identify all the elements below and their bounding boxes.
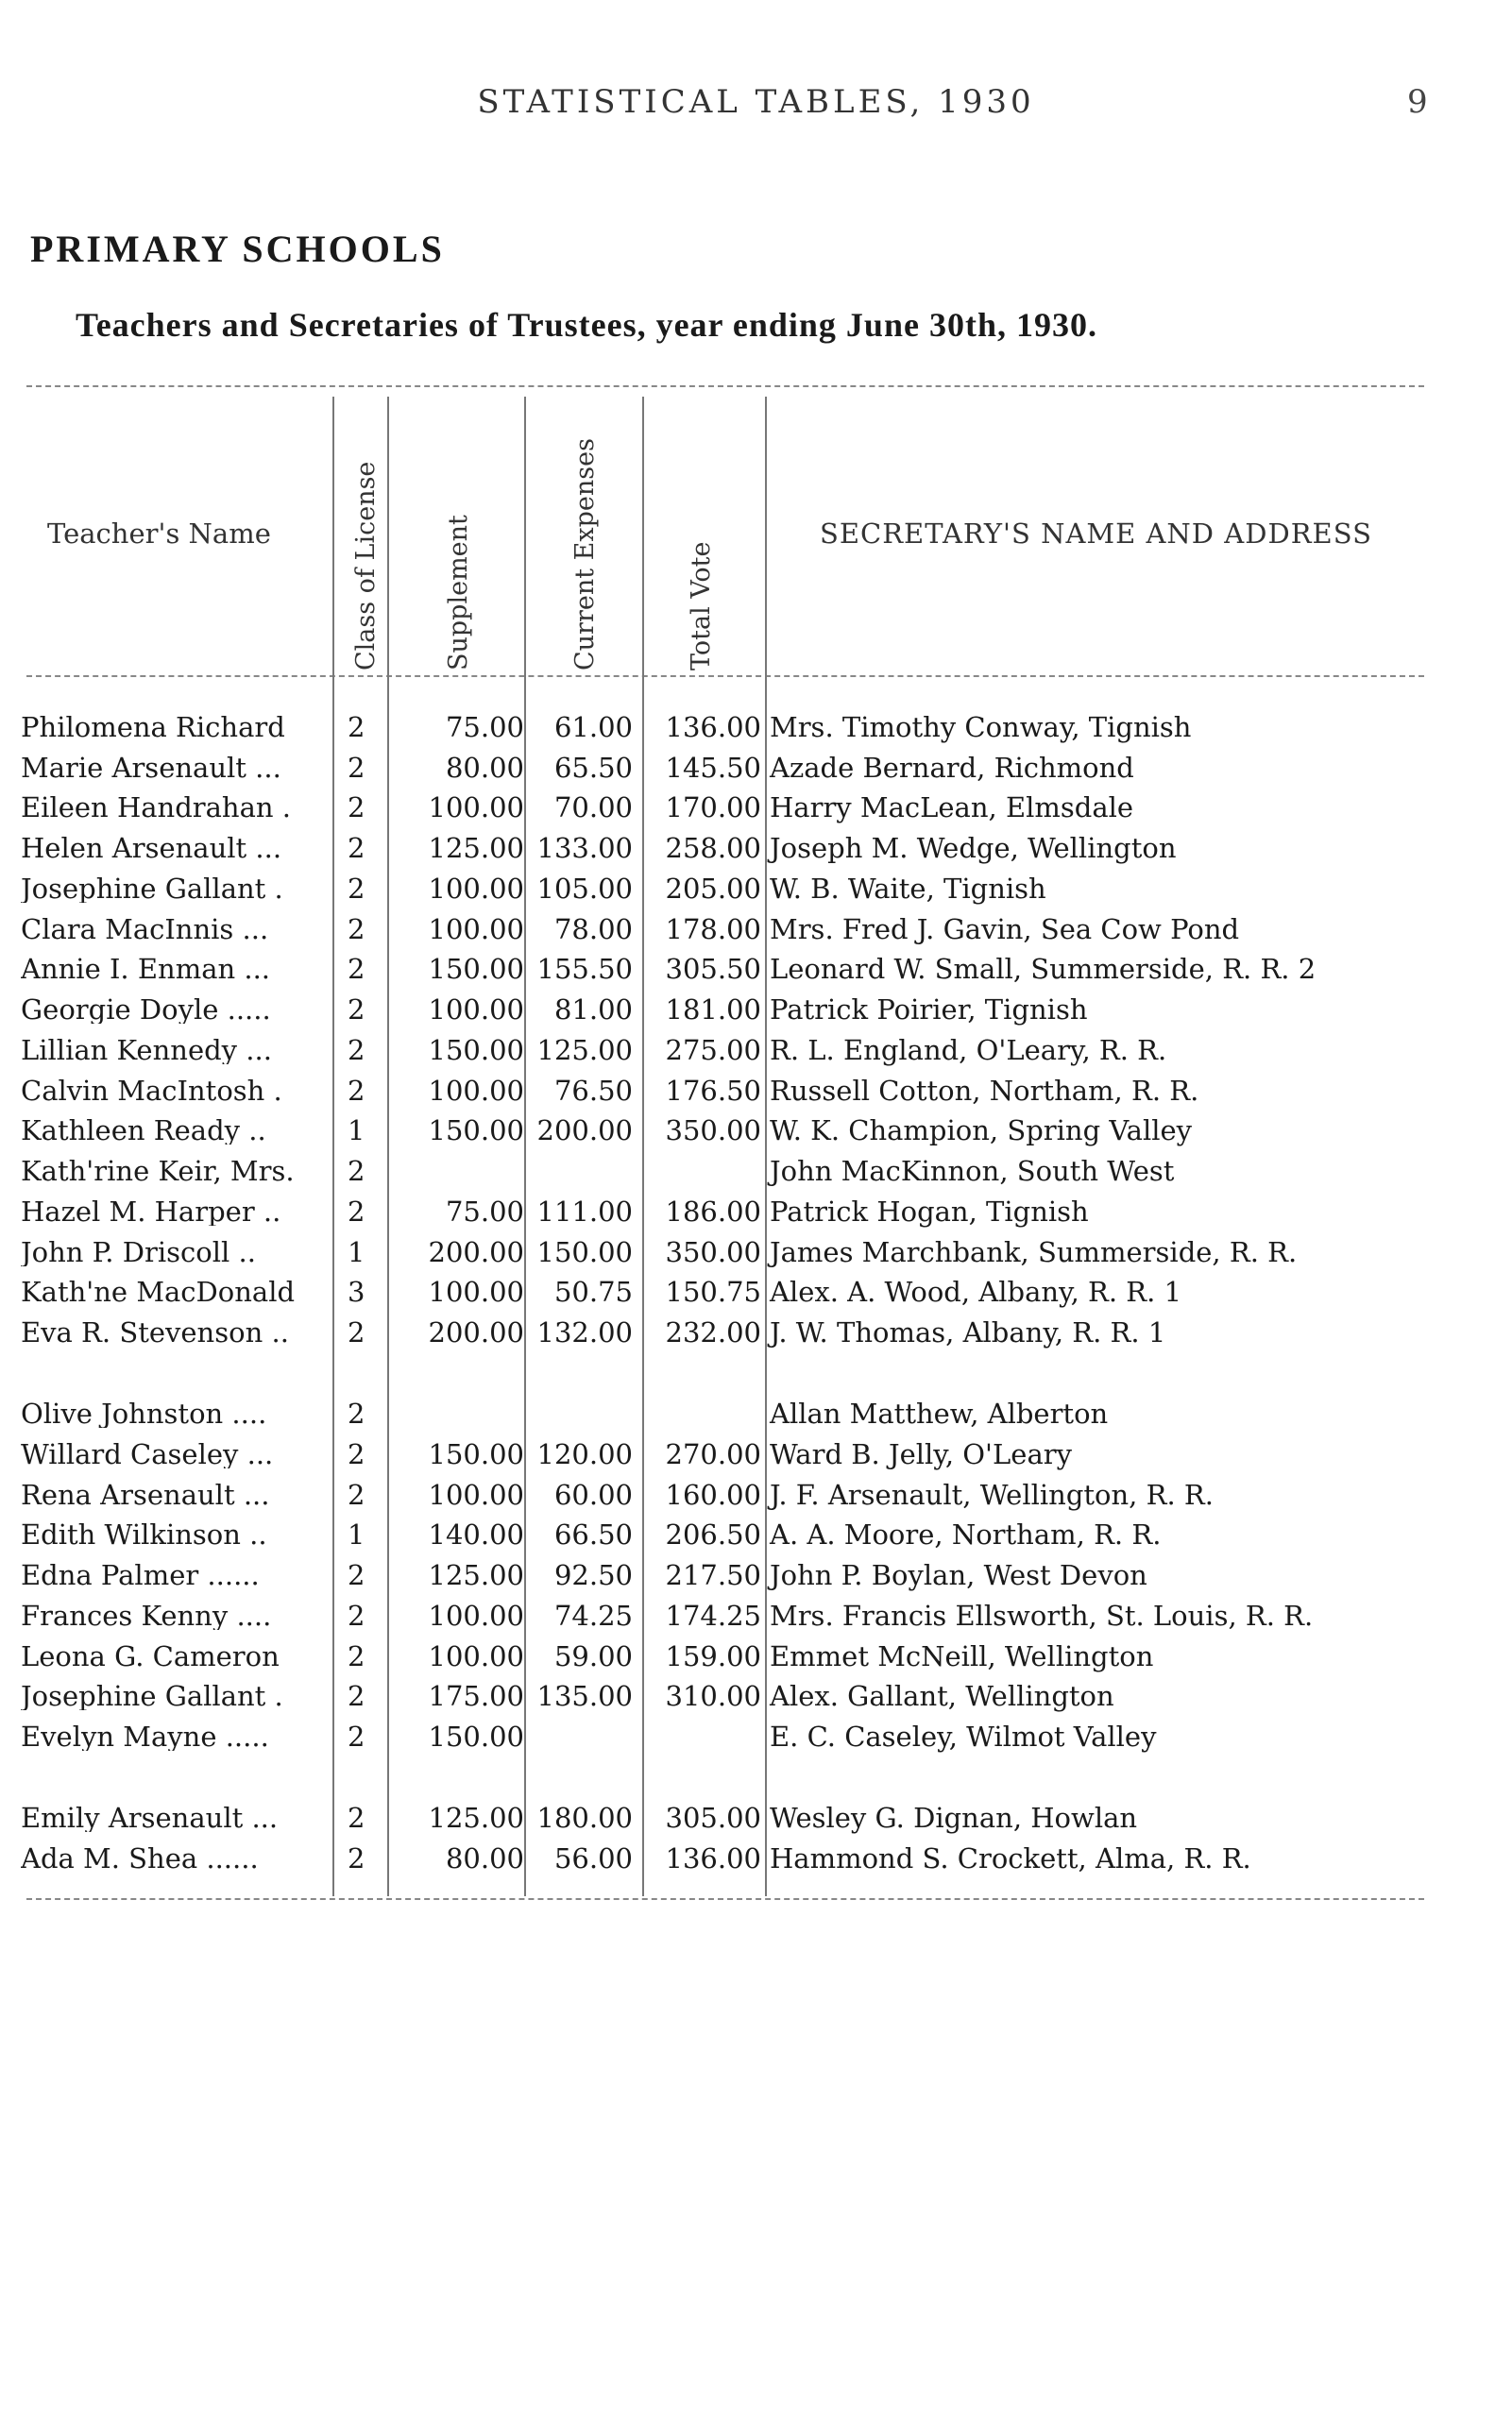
column-divider — [642, 397, 644, 1896]
teacher-name: Willard Caseley ... — [21, 1441, 274, 1468]
column-header-current: Current Expenses — [570, 438, 600, 670]
supplement-amount: 100.00 — [428, 1600, 524, 1632]
total-vote-amount: 310.00 — [665, 1680, 761, 1712]
total-vote-amount: 305.00 — [665, 1802, 761, 1834]
current-expenses-amount: 92.50 — [553, 1559, 633, 1591]
secretary-name-address: Azade Bernard, Richmond — [770, 752, 1134, 784]
license-class: 2 — [348, 1398, 365, 1430]
total-vote-amount: 205.00 — [665, 873, 761, 905]
supplement-amount: 75.00 — [445, 711, 524, 743]
supplement-amount: 100.00 — [428, 1075, 524, 1107]
total-vote-amount: 136.00 — [665, 711, 761, 743]
secretary-name-address: Joseph M. Wedge, Wellington — [770, 832, 1177, 864]
total-vote-amount: 178.00 — [665, 913, 761, 945]
table-bottom-rule — [26, 1898, 1424, 1900]
total-vote-amount: 136.00 — [665, 1842, 761, 1875]
current-expenses-amount: 70.00 — [553, 791, 633, 823]
supplement-amount: 80.00 — [445, 752, 524, 784]
total-vote-amount: 145.50 — [665, 752, 761, 784]
supplement-amount: 150.00 — [428, 953, 524, 985]
license-class: 2 — [348, 1479, 365, 1511]
total-vote-amount: 176.50 — [665, 1075, 761, 1107]
license-class: 2 — [348, 1559, 365, 1591]
total-vote-amount: 160.00 — [665, 1479, 761, 1511]
secretary-name-address: John MacKinnon, South West — [770, 1155, 1175, 1187]
license-class: 2 — [348, 913, 365, 945]
current-expenses-amount: 105.00 — [536, 873, 633, 905]
column-divider — [765, 397, 767, 1896]
supplement-amount: 125.00 — [428, 1559, 524, 1591]
teacher-name: Lillian Kennedy ... — [21, 1037, 272, 1064]
current-expenses-amount: 74.25 — [553, 1600, 633, 1632]
supplement-amount: 100.00 — [428, 913, 524, 945]
secretary-name-address: Alex. Gallant, Wellington — [770, 1680, 1114, 1712]
total-vote-amount: 305.50 — [665, 953, 761, 985]
current-expenses-amount: 50.75 — [553, 1276, 633, 1308]
teacher-name: Edna Palmer ...... — [21, 1562, 260, 1589]
current-expenses-amount: 60.00 — [553, 1479, 633, 1511]
secretary-name-address: R. L. England, O'Leary, R. R. — [770, 1034, 1167, 1066]
license-class: 2 — [348, 1640, 365, 1672]
section-title: PRIMARY SCHOOLS — [30, 228, 445, 270]
column-header-license: Class of License — [351, 461, 381, 670]
supplement-amount: 150.00 — [428, 1721, 524, 1753]
teacher-name: Leona G. Cameron — [21, 1643, 280, 1671]
current-expenses-amount: 81.00 — [553, 993, 633, 1026]
running-head: STATISTICAL TABLES, 1930 — [477, 83, 1035, 121]
teacher-name: Helen Arsenault ... — [21, 835, 282, 862]
secretary-name-address: A. A. Moore, Northam, R. R. — [770, 1518, 1162, 1551]
secretary-name-address: Harry MacLean, Elmsdale — [770, 791, 1134, 823]
license-class: 2 — [348, 752, 365, 784]
license-class: 3 — [348, 1276, 365, 1308]
supplement-amount: 140.00 — [428, 1518, 524, 1551]
current-expenses-amount: 150.00 — [536, 1236, 633, 1268]
current-expenses-amount: 132.00 — [536, 1316, 633, 1349]
supplement-amount: 100.00 — [428, 791, 524, 823]
teacher-name: Evelyn Mayne ..... — [21, 1723, 269, 1751]
secretary-name-address: J. W. Thomas, Albany, R. R. 1 — [770, 1316, 1166, 1349]
license-class: 2 — [348, 1155, 365, 1187]
license-class: 2 — [348, 1721, 365, 1753]
license-class: 2 — [348, 1196, 365, 1228]
secretary-name-address: John P. Boylan, West Devon — [770, 1559, 1147, 1591]
license-class: 1 — [348, 1518, 365, 1551]
license-class: 2 — [348, 953, 365, 985]
secretary-name-address: James Marchbank, Summerside, R. R. — [770, 1236, 1298, 1268]
column-header-supplement: Supplement — [444, 515, 473, 670]
teacher-name: Hazel M. Harper .. — [21, 1198, 281, 1226]
teacher-name: Edith Wilkinson .. — [21, 1521, 267, 1549]
total-vote-amount: 186.00 — [665, 1196, 761, 1228]
secretary-name-address: J. F. Arsenault, Wellington, R. R. — [770, 1479, 1214, 1511]
current-expenses-amount: 125.00 — [536, 1034, 633, 1066]
table-subtitle: Teachers and Secretaries of Trustees, year ending June 30th, 1930. — [76, 306, 1097, 344]
license-class: 1 — [348, 1236, 365, 1268]
supplement-amount: 100.00 — [428, 1640, 524, 1672]
secretary-name-address: Mrs. Timothy Conway, Tignish — [770, 711, 1192, 743]
supplement-amount: 100.00 — [428, 1276, 524, 1308]
column-divider — [387, 397, 389, 1896]
license-class: 2 — [348, 1034, 365, 1066]
current-expenses-amount: 56.00 — [553, 1842, 633, 1875]
total-vote-amount: 170.00 — [665, 791, 761, 823]
teacher-name: Ada M. Shea ...... — [21, 1845, 259, 1873]
total-vote-amount: 174.25 — [665, 1600, 761, 1632]
current-expenses-amount: 61.00 — [553, 711, 633, 743]
secretary-name-address: W. K. Champion, Spring Valley — [770, 1114, 1193, 1146]
license-class: 2 — [348, 1680, 365, 1712]
total-vote-amount: 159.00 — [665, 1640, 761, 1672]
secretary-name-address: Leonard W. Small, Summerside, R. R. 2 — [770, 953, 1317, 985]
column-divider — [524, 397, 526, 1896]
supplement-amount: 80.00 — [445, 1842, 524, 1875]
current-expenses-amount: 76.50 — [553, 1075, 633, 1107]
secretary-name-address: Wesley G. Dignan, Howlan — [770, 1802, 1138, 1834]
current-expenses-amount: 78.00 — [553, 913, 633, 945]
supplement-amount: 150.00 — [428, 1438, 524, 1470]
total-vote-amount: 232.00 — [665, 1316, 761, 1349]
teacher-name: Clara MacInnis ... — [21, 916, 269, 943]
secretary-name-address: Patrick Hogan, Tignish — [770, 1196, 1089, 1228]
current-expenses-amount: 66.50 — [553, 1518, 633, 1551]
supplement-amount: 125.00 — [428, 832, 524, 864]
supplement-amount: 200.00 — [428, 1236, 524, 1268]
license-class: 2 — [348, 1600, 365, 1632]
supplement-amount: 175.00 — [428, 1680, 524, 1712]
teacher-name: Josephine Gallant . — [21, 875, 283, 903]
supplement-amount: 100.00 — [428, 1479, 524, 1511]
secretary-name-address: Russell Cotton, Northam, R. R. — [770, 1075, 1199, 1107]
teacher-name: Kathleen Ready .. — [21, 1117, 266, 1145]
current-expenses-amount: 111.00 — [536, 1196, 633, 1228]
license-class: 2 — [348, 1316, 365, 1349]
teacher-name: Kath'ne MacDonald — [21, 1279, 296, 1306]
teacher-name: Kath'rine Keir, Mrs. — [21, 1158, 295, 1185]
page-number: 9 — [1407, 83, 1428, 121]
supplement-amount: 100.00 — [428, 993, 524, 1026]
license-class: 2 — [348, 1075, 365, 1107]
secretary-name-address: E. C. Caseley, Wilmot Valley — [770, 1721, 1157, 1753]
secretary-name-address: Hammond S. Crockett, Alma, R. R. — [770, 1842, 1251, 1875]
total-vote-amount: 270.00 — [665, 1438, 761, 1470]
supplement-amount: 100.00 — [428, 873, 524, 905]
column-header-secretary: SECRETARY'S NAME AND ADDRESS — [820, 517, 1372, 550]
teacher-name: Georgie Doyle ..... — [21, 996, 271, 1024]
supplement-amount: 150.00 — [428, 1034, 524, 1066]
current-expenses-amount: 155.50 — [536, 953, 633, 985]
secretary-name-address: Patrick Poirier, Tignish — [770, 993, 1088, 1026]
total-vote-amount: 258.00 — [665, 832, 761, 864]
header-top-rule — [26, 385, 1424, 387]
teacher-name: Eva R. Stevenson .. — [21, 1319, 289, 1347]
teacher-name: Philomena Richard — [21, 714, 285, 741]
teacher-name: Marie Arsenault ... — [21, 755, 281, 782]
supplement-amount: 200.00 — [428, 1316, 524, 1349]
license-class: 2 — [348, 873, 365, 905]
total-vote-amount: 181.00 — [665, 993, 761, 1026]
license-class: 2 — [348, 993, 365, 1026]
license-class: 2 — [348, 711, 365, 743]
total-vote-amount: 206.50 — [665, 1518, 761, 1551]
supplement-amount: 150.00 — [428, 1114, 524, 1146]
current-expenses-amount: 59.00 — [553, 1640, 633, 1672]
column-header-teacher: Teacher's Name — [47, 517, 271, 550]
teacher-name: Josephine Gallant . — [21, 1683, 283, 1710]
current-expenses-amount: 65.50 — [553, 752, 633, 784]
teacher-name: John P. Driscoll .. — [21, 1239, 256, 1266]
supplement-amount: 125.00 — [428, 1802, 524, 1834]
total-vote-amount: 350.00 — [665, 1236, 761, 1268]
total-vote-amount: 275.00 — [665, 1034, 761, 1066]
current-expenses-amount: 180.00 — [536, 1802, 633, 1834]
teacher-name: Eileen Handrahan . — [21, 794, 291, 822]
current-expenses-amount: 200.00 — [536, 1114, 633, 1146]
supplement-amount: 75.00 — [445, 1196, 524, 1228]
total-vote-amount: 217.50 — [665, 1559, 761, 1591]
secretary-name-address: W. B. Waite, Tignish — [770, 873, 1046, 905]
teacher-name: Emily Arsenault ... — [21, 1805, 279, 1832]
license-class: 2 — [348, 1842, 365, 1875]
secretary-name-address: Mrs. Francis Ellsworth, St. Louis, R. R. — [770, 1600, 1314, 1632]
header-bottom-rule — [26, 675, 1424, 677]
secretary-name-address: Allan Matthew, Alberton — [770, 1398, 1109, 1430]
total-vote-amount: 150.75 — [665, 1276, 761, 1308]
teacher-name: Rena Arsenault ... — [21, 1482, 270, 1509]
current-expenses-amount: 135.00 — [536, 1680, 633, 1712]
total-vote-amount: 350.00 — [665, 1114, 761, 1146]
license-class: 2 — [348, 1438, 365, 1470]
secretary-name-address: Ward B. Jelly, O'Leary — [770, 1438, 1072, 1470]
secretary-name-address: Alex. A. Wood, Albany, R. R. 1 — [770, 1276, 1182, 1308]
teacher-name: Annie I. Enman ... — [21, 956, 271, 983]
teacher-name: Calvin MacIntosh . — [21, 1077, 282, 1105]
license-class: 2 — [348, 832, 365, 864]
license-class: 1 — [348, 1114, 365, 1146]
column-divider — [332, 397, 334, 1896]
secretary-name-address: Emmet McNeill, Wellington — [770, 1640, 1154, 1672]
current-expenses-amount: 120.00 — [536, 1438, 633, 1470]
secretary-name-address: Mrs. Fred J. Gavin, Sea Cow Pond — [770, 913, 1240, 945]
license-class: 2 — [348, 791, 365, 823]
teacher-name: Olive Johnston .... — [21, 1400, 267, 1428]
current-expenses-amount: 133.00 — [536, 832, 633, 864]
column-header-total: Total Vote — [687, 541, 716, 670]
license-class: 2 — [348, 1802, 365, 1834]
teacher-name: Frances Kenny .... — [21, 1603, 272, 1630]
